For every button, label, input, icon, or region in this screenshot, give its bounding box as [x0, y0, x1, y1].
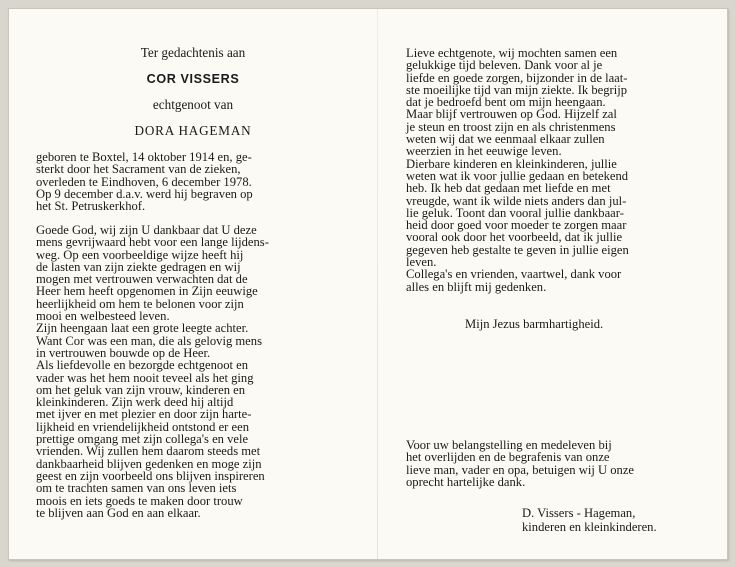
memorial-card: [8, 8, 728, 560]
farewell-line: Maar blijf vertrouwen op God. Hijzelf zal: [406, 107, 617, 122]
prayer-line: vrienden. Wij zullen hem daarom steeds met: [36, 444, 261, 459]
prayer-line: de lasten van zijn ziekte gedragen en wij: [36, 259, 241, 274]
prayer-line: in vertrouwen bouwde op de Heer.: [36, 345, 211, 360]
prayer-line: prettige omgang met zijn collega's en vele: [36, 432, 249, 447]
prayer-line: geest en zijn voorbeeld ons blijven inspireren: [36, 468, 265, 483]
farewell-line: vreugde, want ik wilde niets anders dan jul-: [406, 193, 627, 208]
farewell-line: dat je bedroefd bent om mijn heengaan.: [406, 95, 606, 110]
prayer-line: om het geluk van zijn vrouw, kinderen en: [36, 382, 246, 397]
heading-intro: Ter gedachtenis aan: [140, 45, 246, 60]
farewell-line: je steun en troost zijn en als christenmens: [406, 119, 616, 134]
prayer-line: Heer hem heeft opgenomen in Zijn eeuwige: [36, 284, 258, 299]
prayer-line: heerlijkheid om hem te belonen voor zijn: [36, 296, 244, 311]
farewell-line: heb. Ik heb dat gedaan met liefde en met: [406, 181, 611, 196]
prayer-line: Goede God, wij zijn U dankbaar dat U deze: [36, 223, 257, 237]
farewell-line: Lieve echtgenote, wij mochten samen een: [406, 46, 618, 60]
thanks-line: Voor uw belangstelling en medeleven bij: [406, 438, 612, 452]
farewell-line: alles en blijft mij gedenken.: [406, 279, 547, 294]
prayer-line: om te trachten samen van ons leven iets: [36, 481, 237, 496]
bio-line: geboren te Boxtel, 14 oktober 1914 en, ge-: [36, 150, 252, 164]
deceased-name: COR VISSERS: [146, 72, 240, 86]
prayer-line: te blijven aan God en aan elkaar.: [36, 505, 201, 520]
right-page: [378, 9, 727, 559]
prayer-line: Als liefdevolle en bezorgde echtgenoot en: [36, 358, 249, 373]
thanks-line: oprecht hartelijke dank.: [406, 474, 526, 489]
farewell-line: gelukkige tijd beleven. Dank voor al je: [406, 58, 603, 73]
farewell-line: lie geluk. Toont dan vooral jullie dankbaar-: [406, 205, 624, 220]
farewell-line: liefde en goede zorgen, bijzonder in de laat-: [406, 70, 628, 85]
prayer-line: dankbaarheid blijven gedenken en moge zijn: [36, 456, 262, 471]
farewell-line: vooral ook door het voorbeeld, dat ik jullie: [406, 230, 623, 245]
farewell-line: weerzien in het eeuwige leven.: [406, 144, 562, 159]
prayer-line: vader was het hem nooit teveel als het ging: [36, 370, 254, 385]
motto: Mijn Jezus barmhartigheid.: [465, 317, 604, 331]
farewell-line: heid door goed voor moeder te zorgen maar: [406, 218, 627, 233]
farewell-line: weten wat ik voor jullie gedaan en betekend: [406, 168, 629, 183]
prayer-line: met ijver en met plezier en door zijn harte-: [36, 407, 252, 422]
bio-line: het St. Petruskerkhof.: [36, 199, 146, 214]
thanks-paragraph: [406, 439, 700, 488]
signature-line: kinderen en kleinkinderen.: [522, 520, 657, 534]
signature: [522, 506, 657, 534]
thanks-line: lieve man, vader en opa, betuigen wij U onze: [406, 462, 635, 477]
farewell-line: ste moeilijke tijd van mijn ziekte. Ik begrijp: [406, 82, 628, 97]
spouse-name: DORA HAGEMAN: [134, 123, 252, 138]
bio-line: overleden te Eindhoven, 6 december 1978.: [36, 174, 252, 189]
signature-line: D. Vissers - Hageman,: [522, 506, 636, 520]
bio-line: Op 9 december d.a.v. werd hij begraven op: [36, 186, 253, 201]
farewell-line: gegeven heb gestalte te geven in jullie eigen: [406, 242, 629, 257]
prayer-line: mooi en welbesteed leven.: [36, 309, 170, 324]
prayer-line: weg. Op een voorbeeldige wijze heeft hij: [36, 247, 244, 262]
farewell-line: leven.: [406, 255, 437, 270]
farewell-line: weten wij dat we eenmaal elkaar zullen: [406, 132, 605, 147]
prayer-paragraph: [36, 224, 348, 519]
left-page: [9, 9, 377, 559]
prayer-line: moois en iets goeds te maken door trouw: [36, 493, 243, 508]
prayer-line: kleinkinderen. Zijn werk deed hij altijd: [36, 395, 234, 410]
prayer-line: mogen met vertrouwen verwachten dat de: [36, 272, 248, 287]
prayer-line: Want Cor was een man, die als gelovig mens: [36, 333, 262, 348]
farewell-line: Dierbare kinderen en kleinkinderen, jullie: [406, 156, 617, 171]
prayer-line: mens gevrijwaard hebt voor een lange lijdens-: [36, 235, 269, 250]
prayer-line: lijkheid en vriendelijkheid ontstond er een: [36, 419, 249, 434]
prayer-line: Zijn heengaan laat een grote leegte achter.: [36, 321, 249, 336]
farewell-line: Collega's en vrienden, vaartwel, dank voor: [406, 267, 622, 282]
thanks-line: het overlijden en de begrafenis van onze: [406, 450, 610, 465]
bio-line: sterkt door het Sacrament van de zieken,: [36, 162, 241, 177]
spouse-intro: echtgenoot van: [152, 97, 234, 112]
bio-paragraph: [36, 151, 348, 212]
farewell-paragraph: [406, 47, 700, 293]
